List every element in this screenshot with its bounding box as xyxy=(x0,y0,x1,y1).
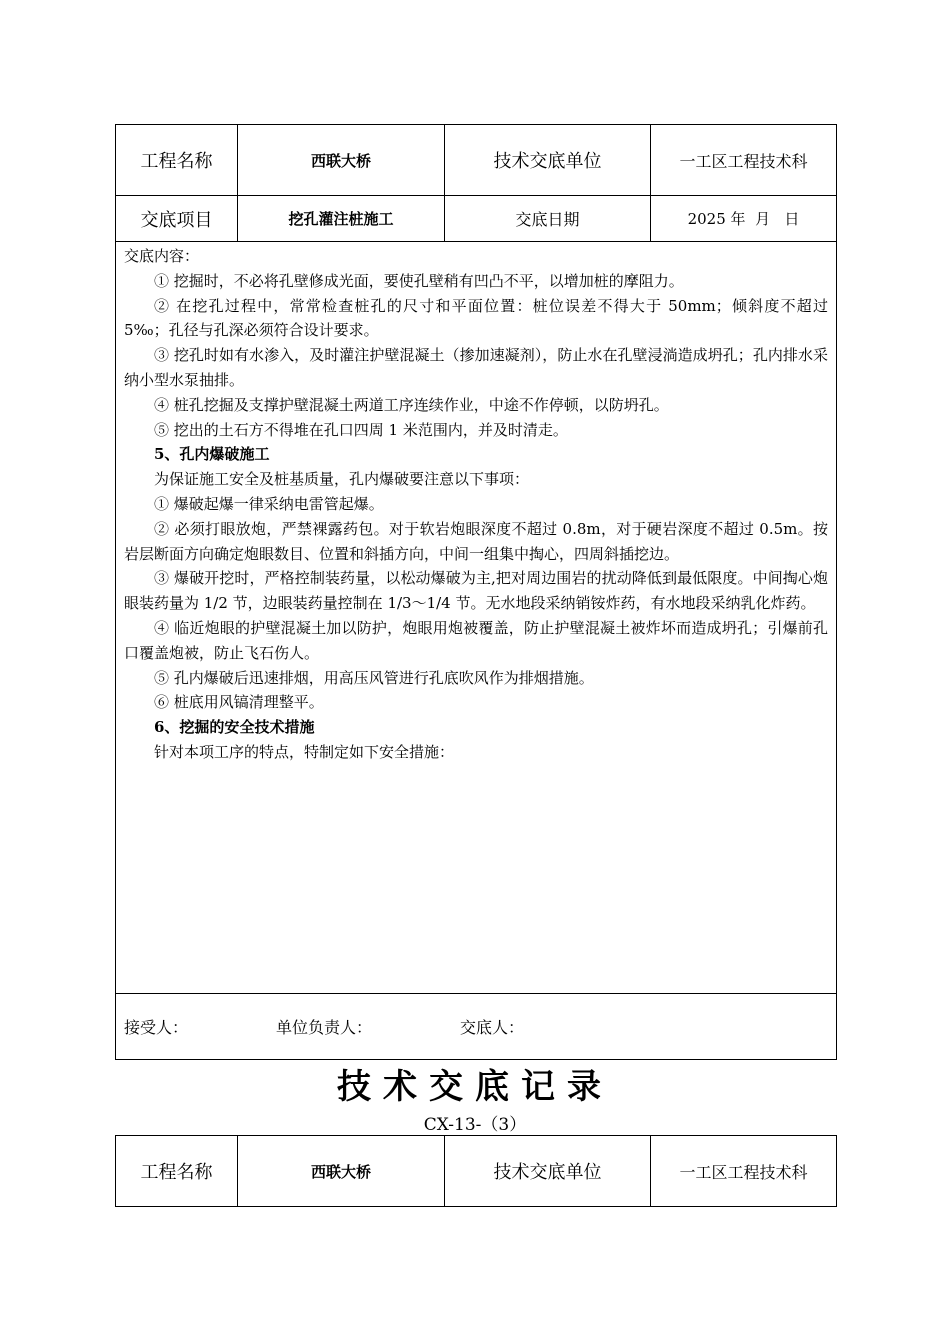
content-cell xyxy=(116,242,837,994)
unit-label: 技术交底单位 xyxy=(445,125,651,196)
next-form xyxy=(115,1135,837,1207)
paragraph: 针对本项工序的特点，特制定如下安全措施： xyxy=(154,742,455,761)
date-value: 2025 年 月 日 xyxy=(651,196,837,242)
paragraph: ① 挖掘时，不必将孔壁修成光面，要使孔壁稍有凹凸不平，以增加桩的摩阻力。 xyxy=(154,271,684,290)
paragraph: ⑥ 桩底用风镐清理整平。 xyxy=(154,693,324,712)
section-heading: 6、挖掘的安全技术措施 xyxy=(154,718,315,737)
record-title: 技术交底记录 xyxy=(337,1067,613,1107)
signature-row xyxy=(116,994,837,1060)
paragraph: ④ 临近炮眼的护壁混凝土加以防护，炮眼用炮被覆盖，防止护壁混凝土被炸坏而造成坍孔；引爆前孔口覆盖炮被，防止飞石伤人。 xyxy=(124,618,828,662)
section-heading: 5、孔内爆破施工 xyxy=(154,445,270,464)
item-label: 交底项目 xyxy=(116,196,238,242)
paragraph: ③ 挖孔时如有水渗入，及时灌注护壁混凝土（掺加速凝剂），防止水在孔壁浸淌造成坍孔；孔内排水采纳小型水泵抽排。 xyxy=(124,346,828,389)
disclosure-form xyxy=(115,124,837,1060)
content-title: 交底内容： xyxy=(124,247,200,265)
presenter-label: 交底人： xyxy=(460,1018,525,1037)
project-name-label: 工程名称 xyxy=(116,125,238,196)
unit-value: 一工区工程技术科 xyxy=(651,1136,837,1207)
content-body xyxy=(116,242,836,765)
record-code: CX-13-（3） xyxy=(423,1115,527,1135)
date-label: 交底日期 xyxy=(445,196,651,242)
paragraph: ② 在挖孔过程中，常常检查桩孔的尺寸和平面位置：桩位误差不得大于 50mm；倾斜度不超过 5‰；孔径与孔深必须符合设计要求。 xyxy=(124,296,828,340)
unit-head-label: 单位负责人： xyxy=(276,1018,373,1037)
unit-label: 技术交底单位 xyxy=(445,1136,651,1207)
receiver-label: 接受人： xyxy=(124,1018,189,1037)
project-name-value: 西联大桥 xyxy=(238,1136,445,1207)
paragraph: ① 爆破起爆一律采纳电雷管起爆。 xyxy=(154,494,384,513)
paragraph: ⑤ 挖出的土石方不得堆在孔口四周 1 米范围内，并及时清走。 xyxy=(154,420,568,439)
paragraph: ② 必须打眼放炮，严禁裸露药包。对于软岩炮眼深度不超过 0.8m，对于硬岩深度不超过 0.5m。按岩层断面方向确定炮眼数目、位置和斜插方向，中间一组集中掏心，四周斜插挖边。 xyxy=(124,519,828,563)
paragraph: 为保证施工安全及桩基质量，孔内爆破要注意以下事项： xyxy=(154,470,530,489)
paragraph: ③ 爆破开挖时，严格控制装药量，以松动爆破为主,把对周边围岩的扰动降低到最低限度。中间掏心炮眼装药量为 1/2 节，边眼装药量控制在 1/3～1/4 节。无水地段采纳销铵炸药，有水地段采纳乳化炸药。 xyxy=(124,569,828,613)
project-name-value: 西联大桥 xyxy=(238,125,445,196)
project-name-label: 工程名称 xyxy=(116,1136,238,1207)
unit-value: 一工区工程技术科 xyxy=(651,125,837,196)
paragraph: ⑤ 孔内爆破后迅速排烟，用高压风管进行孔底吹风作为排烟措施。 xyxy=(154,668,594,687)
item-value: 挖孔灌注桩施工 xyxy=(238,196,445,242)
paragraph: ④ 桩孔挖掘及支撑护壁混凝土两道工序连续作业，中途不作停顿，以防坍孔。 xyxy=(154,395,669,414)
